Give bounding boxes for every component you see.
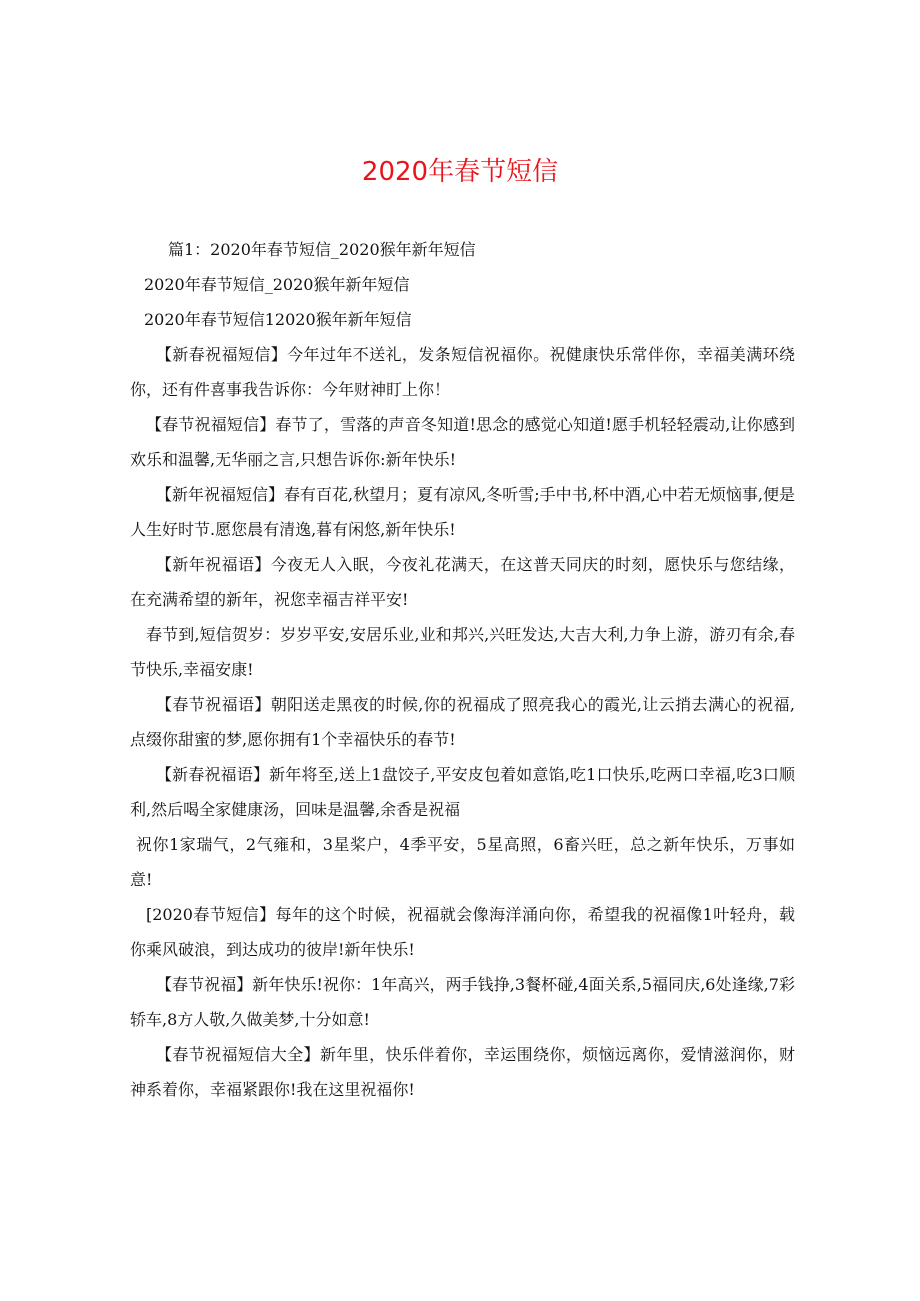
paragraph: [2020春节短信】每年的这个时候，祝福就会像海洋涌向你，希望我的祝福像1叶轻舟，载你乘风破浪，到达成功的彼岸!新年快乐! <box>130 905 795 959</box>
paragraph: 【新春祝福短信】今年过年不送礼，发条短信祝福你。祝健康快乐常伴你，幸福美满环绕你，还有件喜事我告诉你：今年财神盯上你！ <box>130 345 795 399</box>
paragraph: 【新年祝福语】今夜无人入眠，今夜礼花满天，在这普天同庆的时刻，愿快乐与您结缘，在充满希望的新年，祝您幸福吉祥平安! <box>130 555 795 609</box>
section-heading: 篇1：2020年春节短信_2020猴年新年短信 <box>168 240 476 259</box>
paragraph: 【春节祝福短信】春节了，雪落的声音冬知道!思念的感觉心知道!愿手机轻轻震动,让你感到欢乐和温馨,无华丽之言,只想告诉你:新年快乐! <box>130 415 795 469</box>
subheading: 2020年春节短信_2020猴年新年短信 <box>144 275 410 294</box>
paragraph: 祝你1家瑞气，2气雍和，3星桨户，4季平安，5星高照，6畜兴旺，总之新年快乐，万事如意! <box>130 835 795 889</box>
subheading: 2020年春节短信12020猴年新年短信 <box>144 310 412 329</box>
paragraph: 春节到,短信贺岁：岁岁平安,安居乐业,业和邦兴,兴旺发达,大吉大利,力争上游，游刃有余,春节快乐,幸福安康! <box>130 625 795 679</box>
document-title: 2020年春节短信 <box>361 157 559 187</box>
document-body <box>130 232 795 1107</box>
paragraph: 【春节祝福短信大全】新年里，快乐伴着你，幸运围绕你，烦恼远离你，爱情滋润你，财神系着你，幸福紧跟你!我在这里祝福你! <box>130 1045 795 1099</box>
paragraph: 【春节祝福】新年快乐!祝你：1年高兴，两手钱挣,3餐杯碰,4面关系,5福同庆,6处逢缘,7彩轿车,8方人敬,久做美梦,十分如意! <box>130 975 795 1029</box>
paragraph: 【春节祝福语】朝阳送走黑夜的时候,你的祝福成了照亮我心的霞光,让云捎去满心的祝福,点缀你甜蜜的梦,愿你拥有1个幸福快乐的春节! <box>130 695 795 749</box>
paragraph: 【新春祝福语】新年将至,送上1盘饺子,平安皮包着如意馅,吃1口快乐,吃两口幸福,吃3口顺利,然后喝全家健康汤，回味是温馨,余香是祝福 <box>130 765 795 819</box>
paragraph: 【新年祝福短信】春有百花,秋望月；夏有凉风,冬听雪;手中书,杯中酒,心中若无烦恼事,便是人生好时节.愿您晨有清逸,暮有闲悠,新年快乐! <box>130 485 795 539</box>
